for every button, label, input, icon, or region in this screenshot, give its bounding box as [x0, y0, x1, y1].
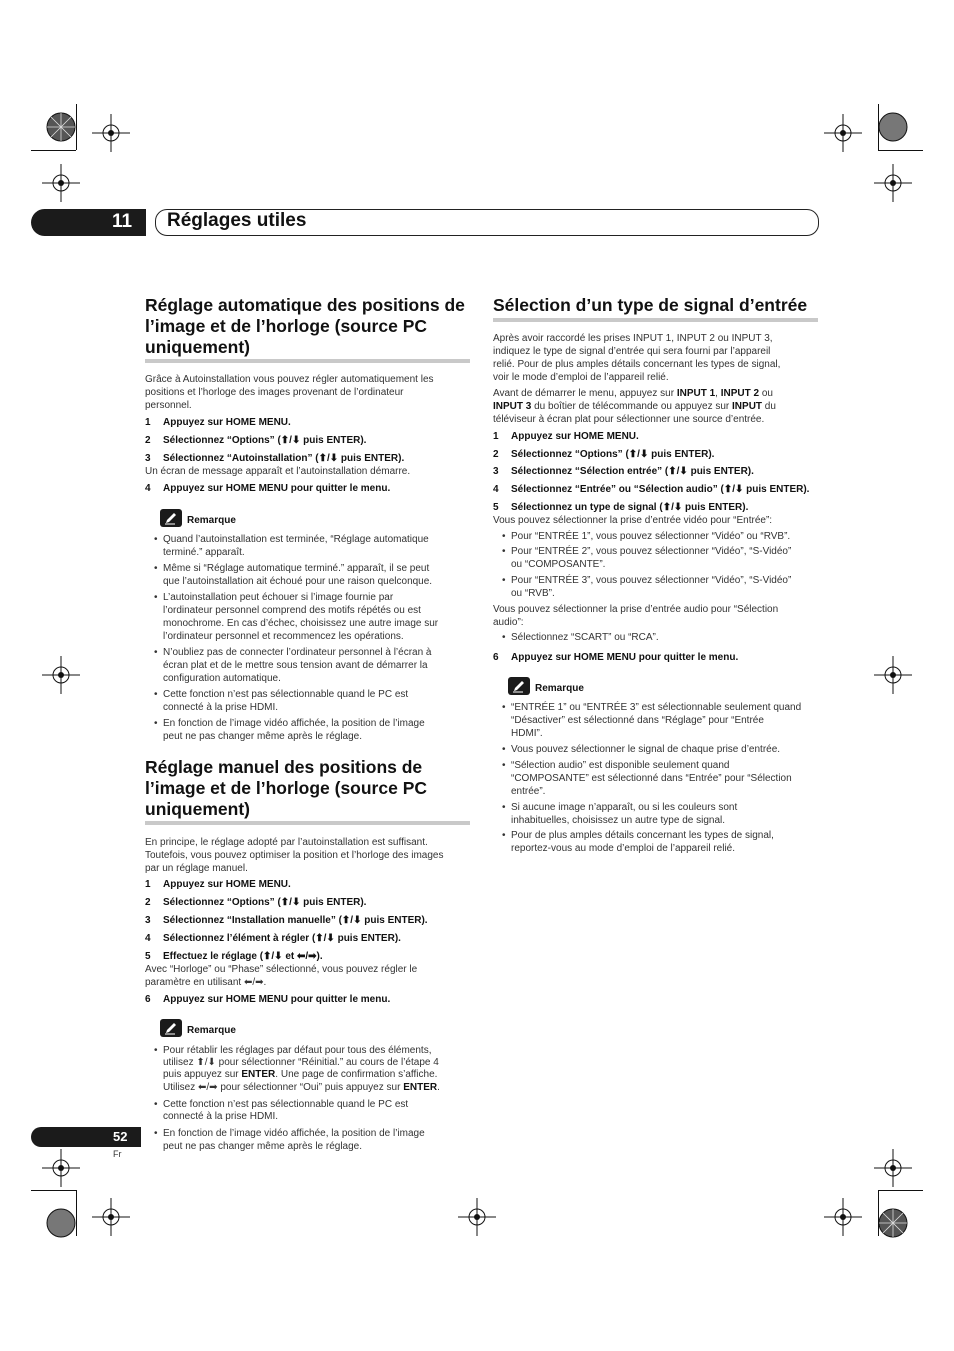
crop-mark: [31, 1190, 76, 1191]
bullet-continuation: l’ordinateur personnel et recommencez les opérations.: [163, 631, 404, 642]
bullet-continuation: peut ne pas changer même après le réglage.: [163, 731, 363, 742]
bullet-continuation: configuration automatique.: [163, 673, 281, 684]
crop-mark: [878, 1190, 879, 1236]
paragraph: voir le mode d’emploi de l’appareil relié.: [493, 372, 669, 383]
bullet-item: • Cette fonction n’est pas sélectionnable quand le PC est: [163, 1098, 408, 1111]
section-heading: Sélection d’un type de signal d’entrée: [493, 295, 808, 315]
bullet-continuation: “COMPOSANTE” est sélectionné dans “Entrée” pour “Sélection: [511, 773, 792, 784]
bullet-continuation: HDMI”.: [511, 728, 543, 739]
step-3: 3 Sélectionnez “Autoinstallation” (⬆/⬇ puis ENTER).: [145, 453, 405, 464]
registration-starburst-icon: [870, 1200, 916, 1246]
bullet-continuation: ou “COMPOSANTE”.: [511, 559, 606, 570]
crosshair-mark-icon: [38, 1145, 84, 1191]
paragraph: par un réglage manuel.: [145, 863, 248, 874]
crop-mark: [31, 150, 76, 151]
crosshair-mark-icon: [820, 110, 866, 156]
note-label: Remarque: [187, 1025, 236, 1036]
bullet-continuation: Utilisez ⬅/➡ pour sélectionner “Oui” puis appuyez sur ENTER.: [163, 1082, 440, 1093]
step-2: 2 Sélectionnez “Options” (⬆/⬇ puis ENTER).: [493, 449, 715, 460]
step-5: 5 Sélectionnez un type de signal (⬆/⬇ puis ENTER).: [493, 502, 749, 513]
chapter-number: 11: [112, 211, 133, 232]
page-language: Fr: [113, 1149, 122, 1159]
step-2: 2 Sélectionnez “Options” (⬆/⬇ puis ENTER).: [145, 897, 367, 908]
paragraph: Vous pouvez sélectionner la prise d’entrée audio pour “Sélection: [493, 604, 779, 615]
bullet-continuation: utilisez ⬆/⬇ pour sélectionner “Réinitial.” au cours de l’étape 4: [163, 1057, 439, 1068]
crop-mark: [878, 104, 879, 150]
bullet-item: • Pour “ENTRÉE 3”, vous pouvez sélectionner “Vidéo”, “S-Vidéo”: [511, 574, 791, 587]
heading-rule: [145, 821, 470, 825]
paragraph: En principe, le réglage adopté par l’autoinstallation est suffisant.: [145, 837, 428, 848]
bullet-continuation: reportez-vous au mode d’emploi de l’appareil relié.: [511, 843, 736, 854]
step-4: 4 Sélectionnez l’élément à régler (⬆/⬇ puis ENTER).: [145, 933, 401, 944]
note-pencil-icon: [160, 1019, 182, 1037]
bullet-item: • Pour “ENTRÉE 2”, vous pouvez sélectionner “Vidéo”, “S-Vidéo”: [511, 545, 791, 558]
bullet-item: • Cette fonction n’est pas sélectionnable quand le PC est: [163, 688, 408, 701]
bullet-item: • Même si “Réglage automatique terminé.” apparaît, il se peut: [163, 562, 429, 575]
crop-mark: [878, 1190, 923, 1191]
bullet-continuation: puis appuyez sur ENTER. Une page de confirmation s’affiche.: [163, 1069, 438, 1080]
paragraph: positions et l’horloge des images provenant de l’ordinateur: [145, 387, 404, 398]
note-pencil-icon: [160, 509, 182, 527]
step-3: 3 Sélectionnez “Installation manuelle” (⬆/⬇ puis ENTER).: [145, 915, 428, 926]
step-2: 2 Sélectionnez “Options” (⬆/⬇ puis ENTER).: [145, 435, 367, 446]
section-heading: uniquement): [145, 337, 250, 357]
bullet-continuation: connecté à la prise HDMI.: [163, 1111, 279, 1122]
step-5: 5 Effectuez le réglage (⬆/⬇ et ⬅/➡).: [145, 951, 323, 962]
crosshair-mark-icon: [820, 1194, 866, 1240]
bullet-item: • En fonction de l’image vidéo affichée, la position de l’image: [163, 1127, 425, 1140]
section-heading: l’image et de l’horloge (source PC: [145, 778, 428, 798]
crosshair-mark-icon: [870, 1145, 916, 1191]
crop-mark: [76, 104, 77, 150]
bullet-item: • L’autoinstallation peut échouer si l’image fournie par: [163, 591, 393, 604]
section-heading: Réglage manuel des positions de: [145, 757, 423, 777]
bullet-item: • “Sélection audio” est disponible seulement quand: [511, 759, 729, 772]
step-detail: Vous pouvez sélectionner la prise d’entrée vidéo pour “Entrée”:: [493, 515, 773, 526]
bullet-item: • Si aucune image n’apparaît, ou si les couleurs sont: [511, 801, 737, 814]
step-3: 3 Sélectionnez “Sélection entrée” (⬆/⬇ puis ENTER).: [493, 466, 754, 477]
crosshair-mark-icon: [88, 1194, 134, 1240]
registration-gray-circle-icon: [38, 1200, 84, 1246]
bullet-item: • Sélectionnez “SCART” ou “RCA”.: [511, 631, 659, 644]
bullet-continuation: peut ne pas changer même après le réglage.: [163, 1141, 363, 1152]
paragraph: INPUT 3 du boîtier de télécommande ou appuyez sur INPUT du: [493, 401, 776, 412]
note-label: Remarque: [187, 515, 236, 526]
crosshair-mark-icon: [38, 160, 84, 206]
bullet-item: • N’oubliez pas de connecter l’ordinateur personnel à l’écran à: [163, 646, 432, 659]
step-4: 4 Sélectionnez “Entrée” ou “Sélection audio” (⬆/⬇ puis ENTER).: [493, 484, 810, 495]
section-heading: Réglage automatique des positions de: [145, 295, 465, 315]
heading-rule: [493, 318, 818, 322]
bullet-item: • Vous pouvez sélectionner le signal de chaque prise d’entrée.: [511, 743, 780, 756]
registration-starburst-icon: [38, 104, 84, 150]
bullet-item: • “ENTRÉE 1” ou “ENTRÉE 3” est sélectionnable seulement quand: [511, 701, 801, 714]
chapter-title: Réglages utiles: [167, 210, 307, 231]
paragraph: Avant de démarrer le menu, appuyez sur INPUT 1, INPUT 2 ou: [493, 388, 773, 399]
page-number: 52: [113, 1129, 128, 1144]
step-detail: Un écran de message apparaît et l’autoinstallation démarre.: [145, 466, 411, 477]
bullet-continuation: écran plat et de le mettre sous tension avant de démarrer la: [163, 660, 428, 671]
crosshair-mark-icon: [88, 110, 134, 156]
paragraph: téléviseur à écran plat pour sélectionner une source d’entrée.: [493, 414, 765, 425]
step-1: 1 Appuyez sur HOME MENU.: [493, 431, 639, 442]
step-1: 1 Appuyez sur HOME MENU.: [145, 417, 291, 428]
bullet-item: • Pour de plus amples détails concernant les types de signal,: [511, 829, 774, 842]
registration-gray-circle-icon: [870, 104, 916, 150]
note-pencil-icon: [508, 677, 530, 695]
paragraph: Grâce à Autoinstallation vous pouvez régler automatiquement les: [145, 374, 434, 385]
step-detail: paramètre en utilisant ⬅/➡.: [145, 977, 267, 988]
section-heading: uniquement): [145, 799, 250, 819]
bullet-continuation: ou “RVB”.: [511, 588, 555, 599]
bullet-continuation: que l’autoinstallation ait échoué pour une raison quelconque.: [163, 576, 433, 587]
paragraph: audio”:: [493, 617, 524, 628]
crop-mark: [76, 1190, 77, 1236]
bullet-item: • Quand l’autoinstallation est terminée, “Réglage automatique: [163, 533, 429, 546]
step-6: 6 Appuyez sur HOME MENU pour quitter le menu.: [145, 994, 391, 1005]
paragraph: relié. Pour de plus amples détails concernant les types de signal,: [493, 359, 781, 370]
section-heading: l’image et de l’horloge (source PC: [145, 316, 428, 336]
crosshair-mark-icon: [870, 652, 916, 698]
bullet-item: • Pour “ENTRÉE 1”, vous pouvez sélectionner “Vidéo” ou “RVB”.: [511, 530, 790, 543]
paragraph: personnel.: [145, 400, 192, 411]
paragraph: Après avoir raccordé les prises INPUT 1, INPUT 2 ou INPUT 3,: [493, 333, 773, 344]
bullet-continuation: terminé.” apparaît.: [163, 547, 245, 558]
bullet-continuation: entrée”.: [511, 786, 546, 797]
step-detail: Avec “Horloge” ou “Phase” sélectionné, vous pouvez régler le: [145, 964, 418, 975]
bullet-continuation: inhabituelles, choisissez un autre type de signal.: [511, 815, 726, 826]
bullet-item: • Pour rétablir les réglages par défaut pour tous des éléments,: [163, 1044, 432, 1057]
step-1: 1 Appuyez sur HOME MENU.: [145, 879, 291, 890]
bullet-continuation: monochrome. En cas d’échec, choisissez une autre image sur: [163, 618, 439, 629]
bullet-continuation: l’ordinateur personnel comprend des motifs répétés ou est: [163, 605, 421, 616]
step-4: 4 Appuyez sur HOME MENU pour quitter le menu.: [145, 483, 391, 494]
crosshair-mark-icon: [38, 652, 84, 698]
crop-mark: [878, 150, 923, 151]
heading-rule: [145, 359, 470, 363]
bullet-continuation: “Désactiver” est sélectionné dans “Réglage” pour “Entrée: [511, 715, 764, 726]
bullet-item: • En fonction de l’image vidéo affichée, la position de l’image: [163, 717, 425, 730]
bullet-continuation: connecté à la prise HDMI.: [163, 702, 279, 713]
paragraph: indiquez le type de signal d’entrée qui sera fourni par l’appareil: [493, 346, 771, 357]
crosshair-mark-icon: [454, 1194, 500, 1240]
step-6: 6 Appuyez sur HOME MENU pour quitter le menu.: [493, 652, 739, 663]
paragraph: Toutefois, vous pouvez optimiser la position et l’horloge des images: [145, 850, 444, 861]
crosshair-mark-icon: [870, 160, 916, 206]
note-label: Remarque: [535, 683, 584, 694]
